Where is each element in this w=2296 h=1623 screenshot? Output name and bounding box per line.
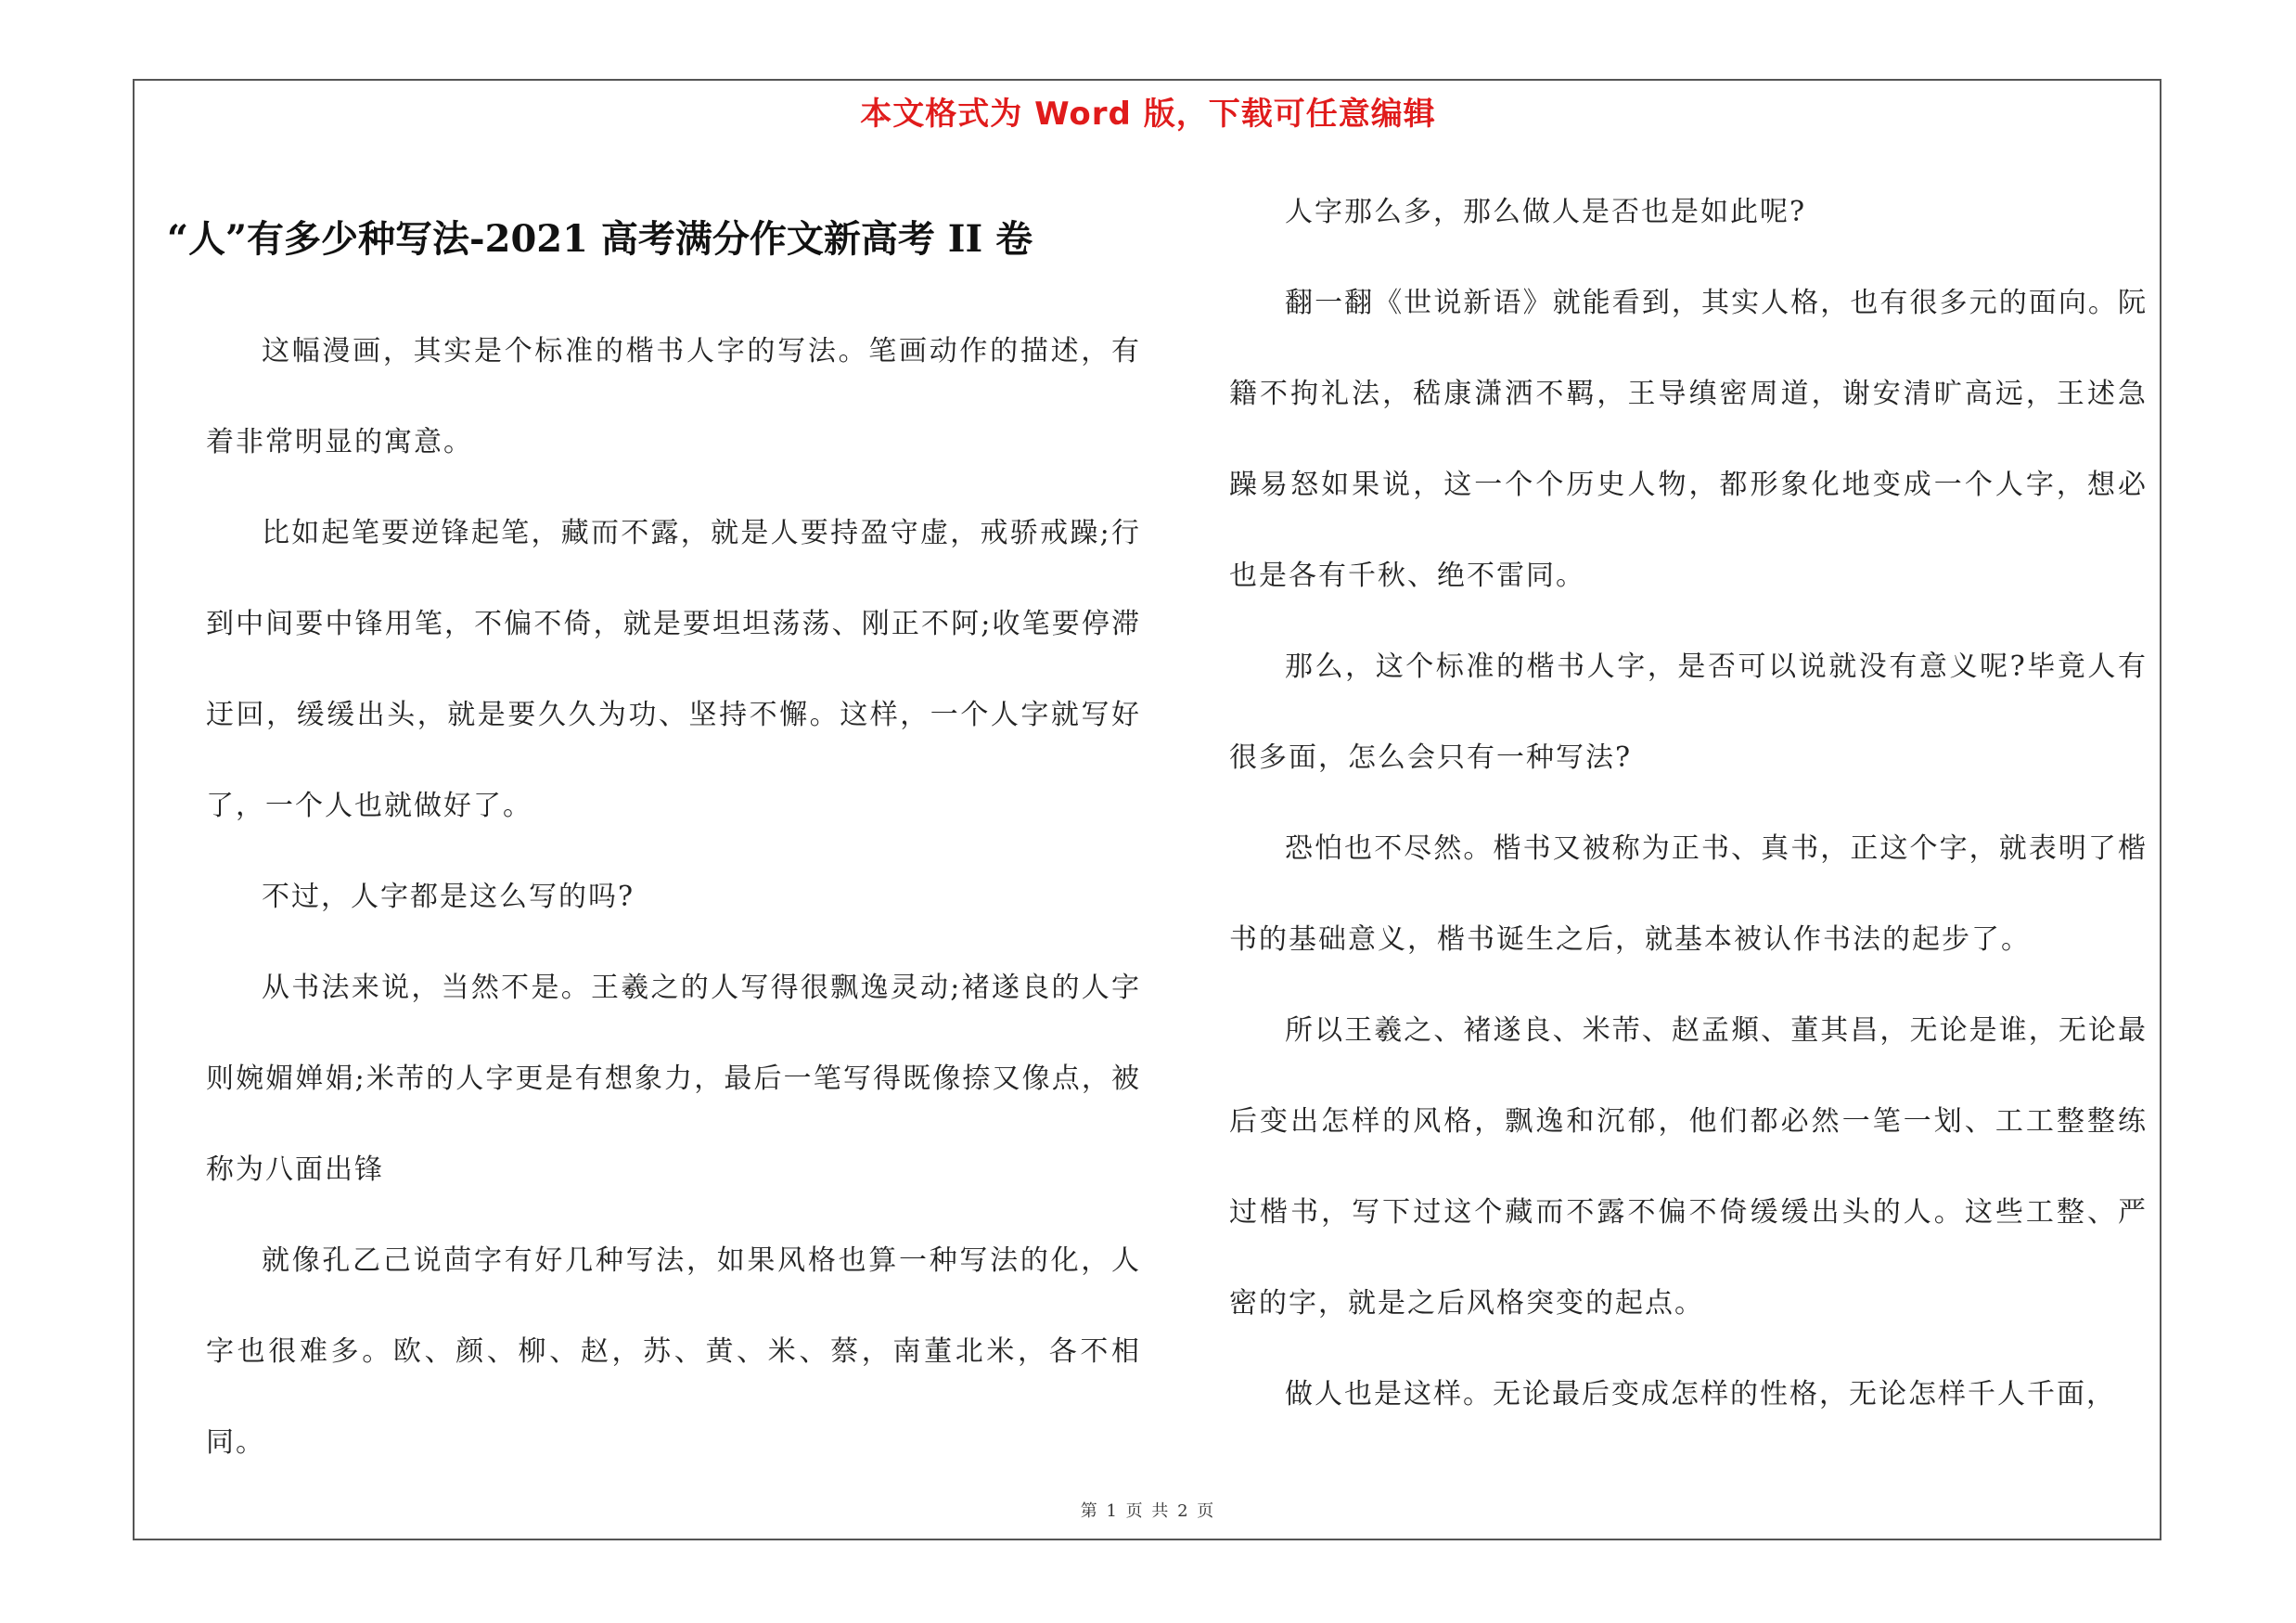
paragraph: 翻一翻《世说新语》就能看到，其实人格，也有很多元的面向。阮籍不拘礼法，嵇康潇洒不羁，王导缜密周道，谢安清旷高远，王述急躁易怒如果说，这一个个历史人物，都形象化地变成一个人字，想必也是各有千秋、绝不雷同。 xyxy=(1229,287,2148,592)
paragraph: 就像孔乙己说茴字有好几种写法，如果风格也算一种写法的化，人字也很难多。欧、颜、柳、赵，苏、黄、米、蔡，南董北米，各不相同。 xyxy=(206,1244,1141,1459)
paragraph: 人字那么多，那么做人是否也是如此呢? xyxy=(1285,196,1807,228)
header-banner: 本文格式为 Word 版，下载可任意编辑 xyxy=(860,96,1436,133)
paragraph: 做人也是这样。无论最后变成怎样的性格，无论怎样千人千面， xyxy=(1285,1378,2116,1410)
paragraph: 比如起笔要逆锋起笔，藏而不露，就是人要持盈守虚，戒骄戒躁;行到中间要中锋用笔，不偏不倚，就是要坦坦荡荡、刚正不阿;收笔要停滞迂回，缓缓出头，就是要久久为功、坚持不懈。这样，一个人字就写好了，一个人也就做好了。 xyxy=(206,517,1141,822)
paragraph: 恐怕也不尽然。楷书又被称为正书、真书，正这个字，就表明了楷书的基础意义，楷书诞生之后，就基本被认作书法的起步了。 xyxy=(1229,832,2148,956)
paragraph: 所以王羲之、褚遂良、米芾、赵孟頫、董其昌，无论是谁，无论最后变出怎样的风格，飘逸和沉郁，他们都必然一笔一划、工工整整练过楷书，写下过这个藏而不露不偏不倚缓缓出头的人。这些工整、严密的字，就是之后风格突变的起点。 xyxy=(1229,1014,2148,1320)
right-column xyxy=(1229,167,2148,1440)
paragraph: 那么，这个标准的楷书人字，是否可以说就没有意义呢?毕竟人有很多面，怎么会只有一种写法? xyxy=(1229,650,2148,774)
page-number-footer: 第 1 页 共 2 页 xyxy=(1080,1501,1216,1521)
paragraph: 不过，人字都是这么写的吗? xyxy=(262,881,635,913)
document-title: “人”有多少种写法-2021 高考满分作文新高考 II 卷 xyxy=(167,217,1033,261)
paragraph: 这幅漫画，其实是个标准的楷书人字的写法。笔画动作的描述，有着非常明显的寓意。 xyxy=(206,335,1141,458)
left-column xyxy=(206,306,1141,1488)
paragraph: 从书法来说，当然不是。王羲之的人写得很飘逸灵动;褚遂良的人字则婉媚婵娟;米芾的人字更是有想象力，最后一笔写得既像捺又像点，被称为八面出锋 xyxy=(206,972,1141,1186)
